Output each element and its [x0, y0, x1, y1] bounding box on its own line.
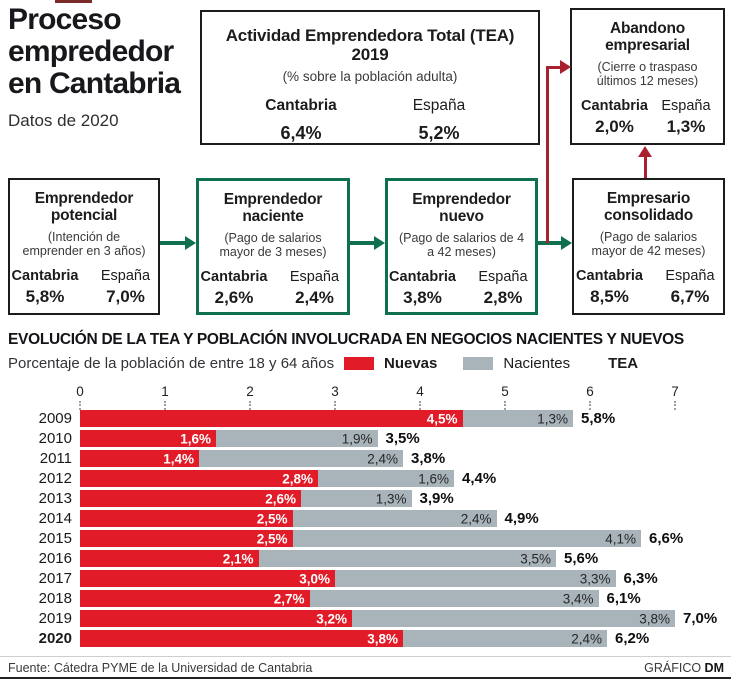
- bar-segment-nacientes: [463, 410, 574, 427]
- axis-tick-mark: [249, 401, 251, 410]
- flow-cantabria-column: [201, 269, 268, 308]
- flow-box-potencial: [8, 178, 160, 315]
- region-value: 6,4%: [280, 122, 322, 143]
- axis-tick-mark: [79, 401, 81, 410]
- region-name: España: [661, 98, 711, 115]
- region-name: Cantabria: [389, 269, 456, 286]
- region-value: 5,2%: [418, 122, 460, 143]
- abandono-box: [570, 8, 725, 145]
- bar-value-nuevas: 2,5%: [256, 531, 288, 546]
- page-title-line3: en Cantabria: [8, 67, 181, 101]
- axis-tick-label: 0: [76, 384, 84, 399]
- year-label: 2010: [38, 430, 72, 447]
- axis-tick-label: 4: [416, 384, 424, 399]
- graphic-credit: [644, 661, 724, 675]
- axis-tick-mark: [334, 401, 336, 410]
- axis-tick-label: 7: [671, 384, 679, 399]
- bar-value-nacientes: 2,4%: [367, 451, 398, 466]
- chart-row-2020: [0, 630, 731, 650]
- bar-segment-nacientes: [216, 430, 378, 447]
- tea-total-label: 5,8%: [581, 410, 616, 427]
- tea-box-title: Actividad Emprendedora Total (TEA) 2019: [225, 26, 515, 65]
- bar-value-nacientes: 4,1%: [605, 531, 636, 546]
- year-label: 2020: [38, 630, 72, 647]
- flow-box-title: Emprendedor naciente: [223, 191, 323, 226]
- axis-tick-label: 2: [246, 384, 254, 399]
- bar-segment-nuevas: [80, 490, 301, 507]
- axis-tick-label: 6: [586, 384, 594, 399]
- chart-row-2019: [0, 610, 731, 630]
- bar-segment-nacientes: [301, 490, 412, 507]
- axis-tick-mark: [419, 401, 421, 410]
- region-value: 2,4%: [295, 288, 334, 308]
- region-value: 2,0%: [595, 117, 634, 137]
- bar-segment-nuevas: [80, 410, 463, 427]
- tea-total-label: 6,3%: [623, 570, 658, 587]
- flow-box-title: Empresario consolidado: [603, 190, 694, 225]
- bar-segment-nacientes: [293, 530, 642, 547]
- flow-arrow-icon: [160, 241, 186, 245]
- region-name: España: [665, 268, 715, 285]
- chart-row-2018: [0, 590, 731, 610]
- axis-tick-mark: [164, 401, 166, 410]
- graphic-credit-name: DM: [704, 661, 724, 675]
- flow-arrowhead-icon: [374, 236, 385, 250]
- graphic-credit-prefix: GRÁFICO: [644, 661, 705, 675]
- axis-tick-mark: [674, 401, 676, 410]
- bar-value-nacientes: 3,5%: [520, 551, 551, 566]
- tea-total-label: 7,0%: [683, 610, 718, 627]
- region-name: Cantabria: [581, 98, 648, 115]
- legend-swatch-nacientes: [463, 357, 493, 370]
- flow-espana-column: [283, 269, 345, 308]
- flow-cantabria-column: [389, 269, 456, 308]
- region-name: España: [100, 268, 151, 285]
- footer-divider-light: [0, 656, 731, 657]
- source-credit: Fuente: Cátedra PYME de la Universidad de Cantabria: [8, 661, 313, 675]
- bar-value-nuevas: 3,0%: [299, 571, 330, 586]
- region-name: España: [412, 96, 466, 114]
- flow-box-note: (Pago de salarios mayor de 42 meses): [591, 229, 706, 259]
- abandono-box-columns: [572, 98, 723, 137]
- tea-box-columns: [202, 97, 538, 144]
- bar-value-nuevas: 1,4%: [163, 451, 194, 466]
- year-label: 2015: [38, 530, 72, 547]
- chart-row-2011: [0, 450, 731, 470]
- flow-box-note: (Pago de salarios mayor de 3 meses): [219, 230, 327, 260]
- tea-box: [200, 10, 540, 145]
- tea-cantabria-column: [258, 97, 344, 144]
- chart-row-2015: [0, 530, 731, 550]
- year-label: 2014: [38, 510, 72, 527]
- bar-segment-nuevas: [80, 510, 293, 527]
- legend-label-nuevas: Nuevas: [384, 355, 438, 372]
- tea-espana-column: [396, 97, 482, 144]
- region-value: 7,0%: [106, 287, 145, 307]
- bar-value-nacientes: 1,9%: [341, 431, 373, 446]
- axis-tick-label: 1: [161, 384, 169, 399]
- region-value: 3,8%: [403, 288, 442, 308]
- footer-divider-dark: [0, 677, 731, 679]
- bar-segment-nuevas: [80, 630, 403, 647]
- abandono-arrowhead-icon: [560, 60, 571, 74]
- flow-box-note: (Pago de salarios de 4 a 42 meses): [398, 230, 525, 260]
- flow-arrowhead-icon: [185, 236, 196, 250]
- axis-tick-label: 5: [501, 384, 509, 399]
- bar-segment-nuevas: [80, 470, 318, 487]
- tea-total-label: 4,4%: [462, 470, 497, 487]
- abandono-espana-column: [658, 98, 714, 137]
- chart-subtitle: Porcentaje de la población de entre 18 y 64 años: [8, 355, 335, 372]
- bar-value-nacientes: 3,4%: [562, 591, 594, 606]
- bar-value-nuevas: 1,6%: [180, 431, 211, 446]
- region-name: Cantabria: [576, 268, 643, 285]
- bar-segment-nacientes: [259, 550, 557, 567]
- tea-total-label: 4,9%: [504, 510, 539, 527]
- bar-segment-nacientes: [403, 630, 607, 647]
- page-title: [8, 4, 198, 100]
- bar-segment-nuevas: [80, 570, 335, 587]
- flow-arrow-icon: [538, 241, 562, 245]
- year-label: 2017: [38, 570, 72, 587]
- year-label: 2012: [38, 470, 72, 487]
- bar-value-nuevas: 2,8%: [282, 471, 313, 486]
- flow-box-title: Emprendedor potencial: [34, 190, 134, 225]
- chart-legend: [344, 355, 654, 372]
- flow-espana-column: [94, 268, 156, 307]
- bar-value-nacientes: 3,8%: [639, 611, 670, 626]
- chart-row-2014: [0, 510, 731, 530]
- page-title-line1: Proceso: [8, 3, 121, 36]
- abandono-cantabria-column: [581, 98, 648, 137]
- region-name: Cantabria: [200, 269, 268, 286]
- flow-cantabria-column: [576, 268, 643, 307]
- bar-segment-nuevas: [80, 530, 293, 547]
- year-label: 2016: [38, 550, 72, 567]
- flow-box-naciente: [196, 178, 350, 315]
- region-value: 2,8%: [483, 288, 523, 308]
- flow-box-note: (Intención de emprender en 3 años): [22, 229, 146, 259]
- bar-value-nuevas: 2,7%: [273, 591, 305, 606]
- year-label: 2019: [38, 610, 72, 627]
- region-name: España: [478, 269, 528, 286]
- year-label: 2009: [38, 410, 72, 427]
- abandono-connector-line: [546, 66, 549, 243]
- flow-box-columns: [388, 269, 535, 308]
- flow-box-nuevo: [385, 178, 538, 315]
- flow-cantabria-column: [12, 268, 79, 307]
- region-value: 5,8%: [25, 287, 65, 307]
- bar-value-nacientes: 3,3%: [579, 571, 611, 586]
- tea-total-label: 6,2%: [615, 630, 650, 647]
- bar-segment-nuevas: [80, 610, 352, 627]
- legend-label-nacientes: Nacientes: [503, 355, 571, 372]
- flow-box-columns: [574, 268, 723, 307]
- flow-espana-column: [472, 269, 534, 308]
- region-name: Cantabria: [265, 96, 337, 114]
- tea-total-label: 3,9%: [419, 490, 454, 507]
- chart-row-2013: [0, 490, 731, 510]
- abandono-arrowhead-icon: [638, 146, 652, 157]
- flow-arrow-icon: [350, 241, 375, 245]
- flow-arrowhead-icon: [561, 236, 572, 250]
- abandono-box-note: (Cierre o traspaso últimos 12 meses): [596, 59, 699, 89]
- chart-axis: [0, 384, 731, 410]
- region-name: España: [289, 269, 340, 286]
- abandono-connector-line: [644, 156, 647, 178]
- bar-value-nuevas: 2,1%: [222, 551, 254, 566]
- bar-segment-nuevas: [80, 450, 199, 467]
- chart-row-2016: [0, 550, 731, 570]
- axis-tick-mark: [589, 401, 591, 410]
- bar-value-nuevas: 3,8%: [367, 631, 398, 646]
- tea-box-note: (% sobre la población adulta): [282, 69, 458, 85]
- bar-segment-nacientes: [310, 590, 599, 607]
- axis-tick-mark: [504, 401, 506, 410]
- chart-row-2017: [0, 570, 731, 590]
- bar-segment-nacientes: [318, 470, 454, 487]
- tea-total-label: 6,6%: [649, 530, 684, 547]
- axis-tick-label: 3: [331, 384, 339, 399]
- abandono-box-title: Abandono empresarial: [605, 20, 690, 55]
- chart-row-2009: [0, 410, 731, 430]
- chart-row-2010: [0, 430, 731, 450]
- bar-value-nacientes: 2,4%: [571, 631, 602, 646]
- bar-value-nuevas: 3,2%: [316, 611, 347, 626]
- flow-box-columns: [10, 268, 158, 307]
- tea-total-label: 3,8%: [411, 450, 446, 467]
- dateline: Datos de 2020: [8, 111, 119, 131]
- bar-segment-nuevas: [80, 550, 259, 567]
- region-value: 6,7%: [670, 287, 710, 307]
- bar-segment-nacientes: [293, 510, 497, 527]
- bar-value-nacientes: 1,3%: [375, 491, 407, 506]
- bar-value-nuevas: 2,5%: [256, 511, 288, 526]
- bar-value-nacientes: 1,6%: [418, 471, 449, 486]
- bar-value-nacientes: 1,3%: [537, 411, 568, 426]
- bar-value-nuevas: 2,6%: [265, 491, 296, 506]
- tea-total-label: 5,6%: [564, 550, 599, 567]
- year-label: 2013: [38, 490, 72, 507]
- region-value: 2,6%: [214, 288, 254, 308]
- tea-total-label: 3,5%: [385, 430, 420, 447]
- tea-total-label: 6,1%: [606, 590, 641, 607]
- bar-segment-nuevas: [80, 590, 310, 607]
- region-value: 8,5%: [590, 287, 629, 307]
- chart-row-2012: [0, 470, 731, 490]
- bar-value-nacientes: 2,4%: [460, 511, 492, 526]
- chart-title: EVOLUCIÓN DE LA TEA Y POBLACIÓN INVOLUCRADA EN NEGOCIOS NACIENTES Y NUEVOS: [8, 331, 684, 348]
- year-label: 2011: [39, 450, 72, 467]
- bar-value-nuevas: 4,5%: [426, 411, 458, 426]
- year-label: 2018: [38, 590, 72, 607]
- bar-segment-nacientes: [199, 450, 403, 467]
- flow-box-columns: [199, 269, 347, 308]
- bars-area: [0, 410, 731, 650]
- flow-box-consolidado: [572, 178, 725, 315]
- legend-swatch-nuevas: [344, 357, 374, 370]
- title-block: [8, 4, 198, 131]
- page-title-line2: emprededor: [8, 35, 174, 69]
- region-value: 1,3%: [666, 117, 706, 137]
- legend-label-tea: TEA: [608, 355, 639, 372]
- bar-segment-nacientes: [352, 610, 675, 627]
- flow-box-title: Emprendedor nuevo: [412, 191, 511, 226]
- region-name: Cantabria: [11, 268, 79, 285]
- flow-espana-column: [659, 268, 721, 307]
- bar-segment-nacientes: [335, 570, 616, 587]
- bar-segment-nuevas: [80, 430, 216, 447]
